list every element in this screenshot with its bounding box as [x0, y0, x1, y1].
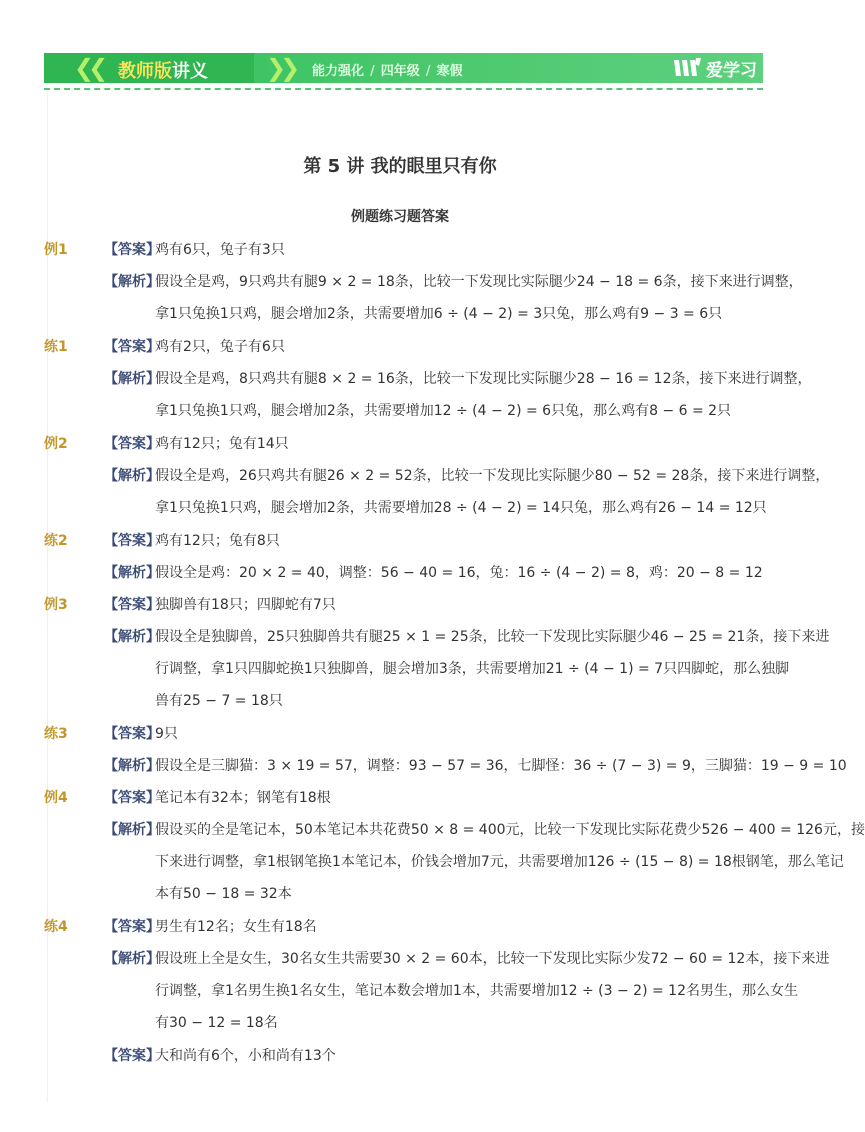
breadcrumb-separator: /	[425, 64, 431, 79]
answer-tag: 【答案】	[104, 436, 160, 452]
analysis-tag: 【解析】	[104, 468, 160, 484]
item-label: 练2	[44, 533, 68, 549]
analysis-line: 假设全是鸡，8只鸡共有腿8 × 2 = 16条，比较一下发现比实际腿少28 − 16 = 12条，接下来进行调整，	[155, 371, 812, 387]
answer-tag: 【答案】	[104, 919, 160, 935]
item-label: 例3	[44, 597, 68, 613]
brand-logo	[672, 55, 757, 81]
analysis-tag: 【解析】	[104, 822, 160, 838]
analysis-line: 假设买的全是笔记本，50本笔记本共花费50 × 8 = 400元，比较一下发现比实际花费少526 − 400 = 126元，接	[155, 822, 865, 838]
answer-text: 笔记本有32本；钢笔有18根	[155, 790, 331, 806]
analysis-line: 行调整，拿1名男生换1名女生，笔记本数会增加1本，共需要增加12 ÷ (3 − 2) = 12名男生，那么女生	[155, 983, 798, 999]
analysis-line: 本有50 − 18 = 32本	[155, 886, 292, 902]
page-title: 第 5 讲 我的眼里只有你	[303, 156, 497, 177]
answer-tag: 【答案】	[104, 339, 160, 355]
analysis-line: 拿1只兔换1只鸡，腿会增加2条，共需要增加28 ÷ (4 − 2) = 14只兔，那么鸡有26 − 14 = 12只	[155, 500, 767, 516]
answer-text: 9只	[155, 726, 178, 742]
item-label: 练4	[44, 919, 68, 935]
item-label: 练1	[44, 339, 68, 355]
section-title: 例题练习题答案	[351, 209, 449, 225]
analysis-line: 假设全是三脚猫：3 × 19 = 57，调整：93 − 57 = 36，七脚怪：36 ÷ (7 − 3) = 9，三脚猫：19 − 9 = 10	[155, 758, 847, 774]
item-label: 例1	[44, 242, 68, 258]
analysis-line: 拿1只兔换1只鸡，腿会增加2条，共需要增加12 ÷ (4 − 2) = 6只兔，那么鸡有8 − 6 = 2只	[155, 403, 732, 419]
analysis-line: 兽有25 − 7 = 18只	[155, 693, 283, 709]
analysis-tag: 【解析】	[104, 565, 160, 581]
brand-mark-icon	[672, 56, 702, 80]
breadcrumb-separator: /	[370, 64, 375, 79]
brand-name: 爱学习	[706, 60, 757, 81]
answer-tag: 【答案】	[104, 790, 160, 806]
analysis-line: 有30 − 12 = 18名	[155, 1015, 278, 1031]
answer-text: 鸡有6只，兔子有3只	[155, 242, 285, 258]
answer-text: 鸡有2只，兔子有6只	[155, 339, 285, 355]
analysis-line: 假设全是独脚兽，25只独脚兽共有腿25 × 1 = 25条，比较一下发现比实际腿少46 − 25 = 21条，接下来进	[155, 629, 830, 645]
breadcrumb	[312, 60, 463, 79]
answer-text: 鸡有12只；兔有14只	[155, 436, 289, 452]
breadcrumb-item: 四年级	[380, 64, 420, 79]
answer-tag: 【答案】	[104, 242, 160, 258]
analysis-line: 拿1只兔换1只鸡，腿会增加2条，共需要增加6 ÷ (4 − 2) = 3只兔，那么鸡有9 − 3 = 6只	[155, 306, 723, 322]
analysis-line: 下来进行调整，拿1根钢笔换1本笔记本，价钱会增加7元，共需要增加126 ÷ (15 − 8) = 18根钢笔，那么笔记	[155, 854, 844, 870]
page-header	[44, 53, 763, 83]
double-chevron-right-icon: ❯❯	[266, 54, 295, 82]
analysis-line: 假设班上全是女生，30名女生共需要30 × 2 = 60本，比较一下发现比实际少发72 − 60 = 12本，接下来进	[155, 951, 830, 967]
answer-text: 鸡有12只；兔有8只	[155, 533, 280, 549]
analysis-tag: 【解析】	[104, 629, 160, 645]
breadcrumb-item: 寒假	[436, 64, 463, 79]
edition-title-a: 教师版	[118, 61, 172, 82]
breadcrumb-item: 能力强化	[312, 64, 365, 79]
header-divider	[44, 88, 763, 90]
edition-title-b: 讲义	[172, 61, 208, 82]
answer-text: 大和尚有6个，小和尚有13个	[155, 1048, 336, 1064]
analysis-line: 假设全是鸡，9只鸡共有腿9 × 2 = 18条，比较一下发现比实际腿少24 − 18 = 6条，接下来进行调整，	[155, 274, 803, 290]
analysis-tag: 【解析】	[104, 951, 160, 967]
analysis-line: 假设全是鸡，26只鸡共有腿26 × 2 = 52条，比较一下发现比实际腿少80 − 52 = 28条，接下来进行调整，	[155, 468, 830, 484]
item-label: 练3	[44, 726, 68, 742]
answer-tag: 【答案】	[104, 533, 160, 549]
answer-tag: 【答案】	[104, 597, 160, 613]
item-label: 例2	[44, 436, 68, 452]
analysis-tag: 【解析】	[104, 274, 160, 290]
answer-tag: 【答案】	[104, 1048, 160, 1064]
answer-tag: 【答案】	[104, 726, 160, 742]
analysis-tag: 【解析】	[104, 371, 160, 387]
answer-text: 独脚兽有18只；四脚蛇有7只	[155, 597, 336, 613]
analysis-line: 行调整，拿1只四脚蛇换1只独脚兽，腿会增加3条，共需要增加21 ÷ (4 − 1) = 7只四脚蛇，那么独脚	[155, 661, 790, 677]
double-chevron-left-icon: ❮❮	[74, 54, 103, 82]
edition-title	[118, 57, 208, 83]
analysis-tag: 【解析】	[104, 758, 160, 774]
analysis-line: 假设全是鸡：20 × 2 = 40，调整：56 − 40 = 16，兔：16 ÷ (4 − 2) = 8，鸡：20 − 8 = 12	[155, 565, 763, 581]
item-label: 例4	[44, 790, 68, 806]
answer-text: 男生有12名；女生有18名	[155, 919, 317, 935]
